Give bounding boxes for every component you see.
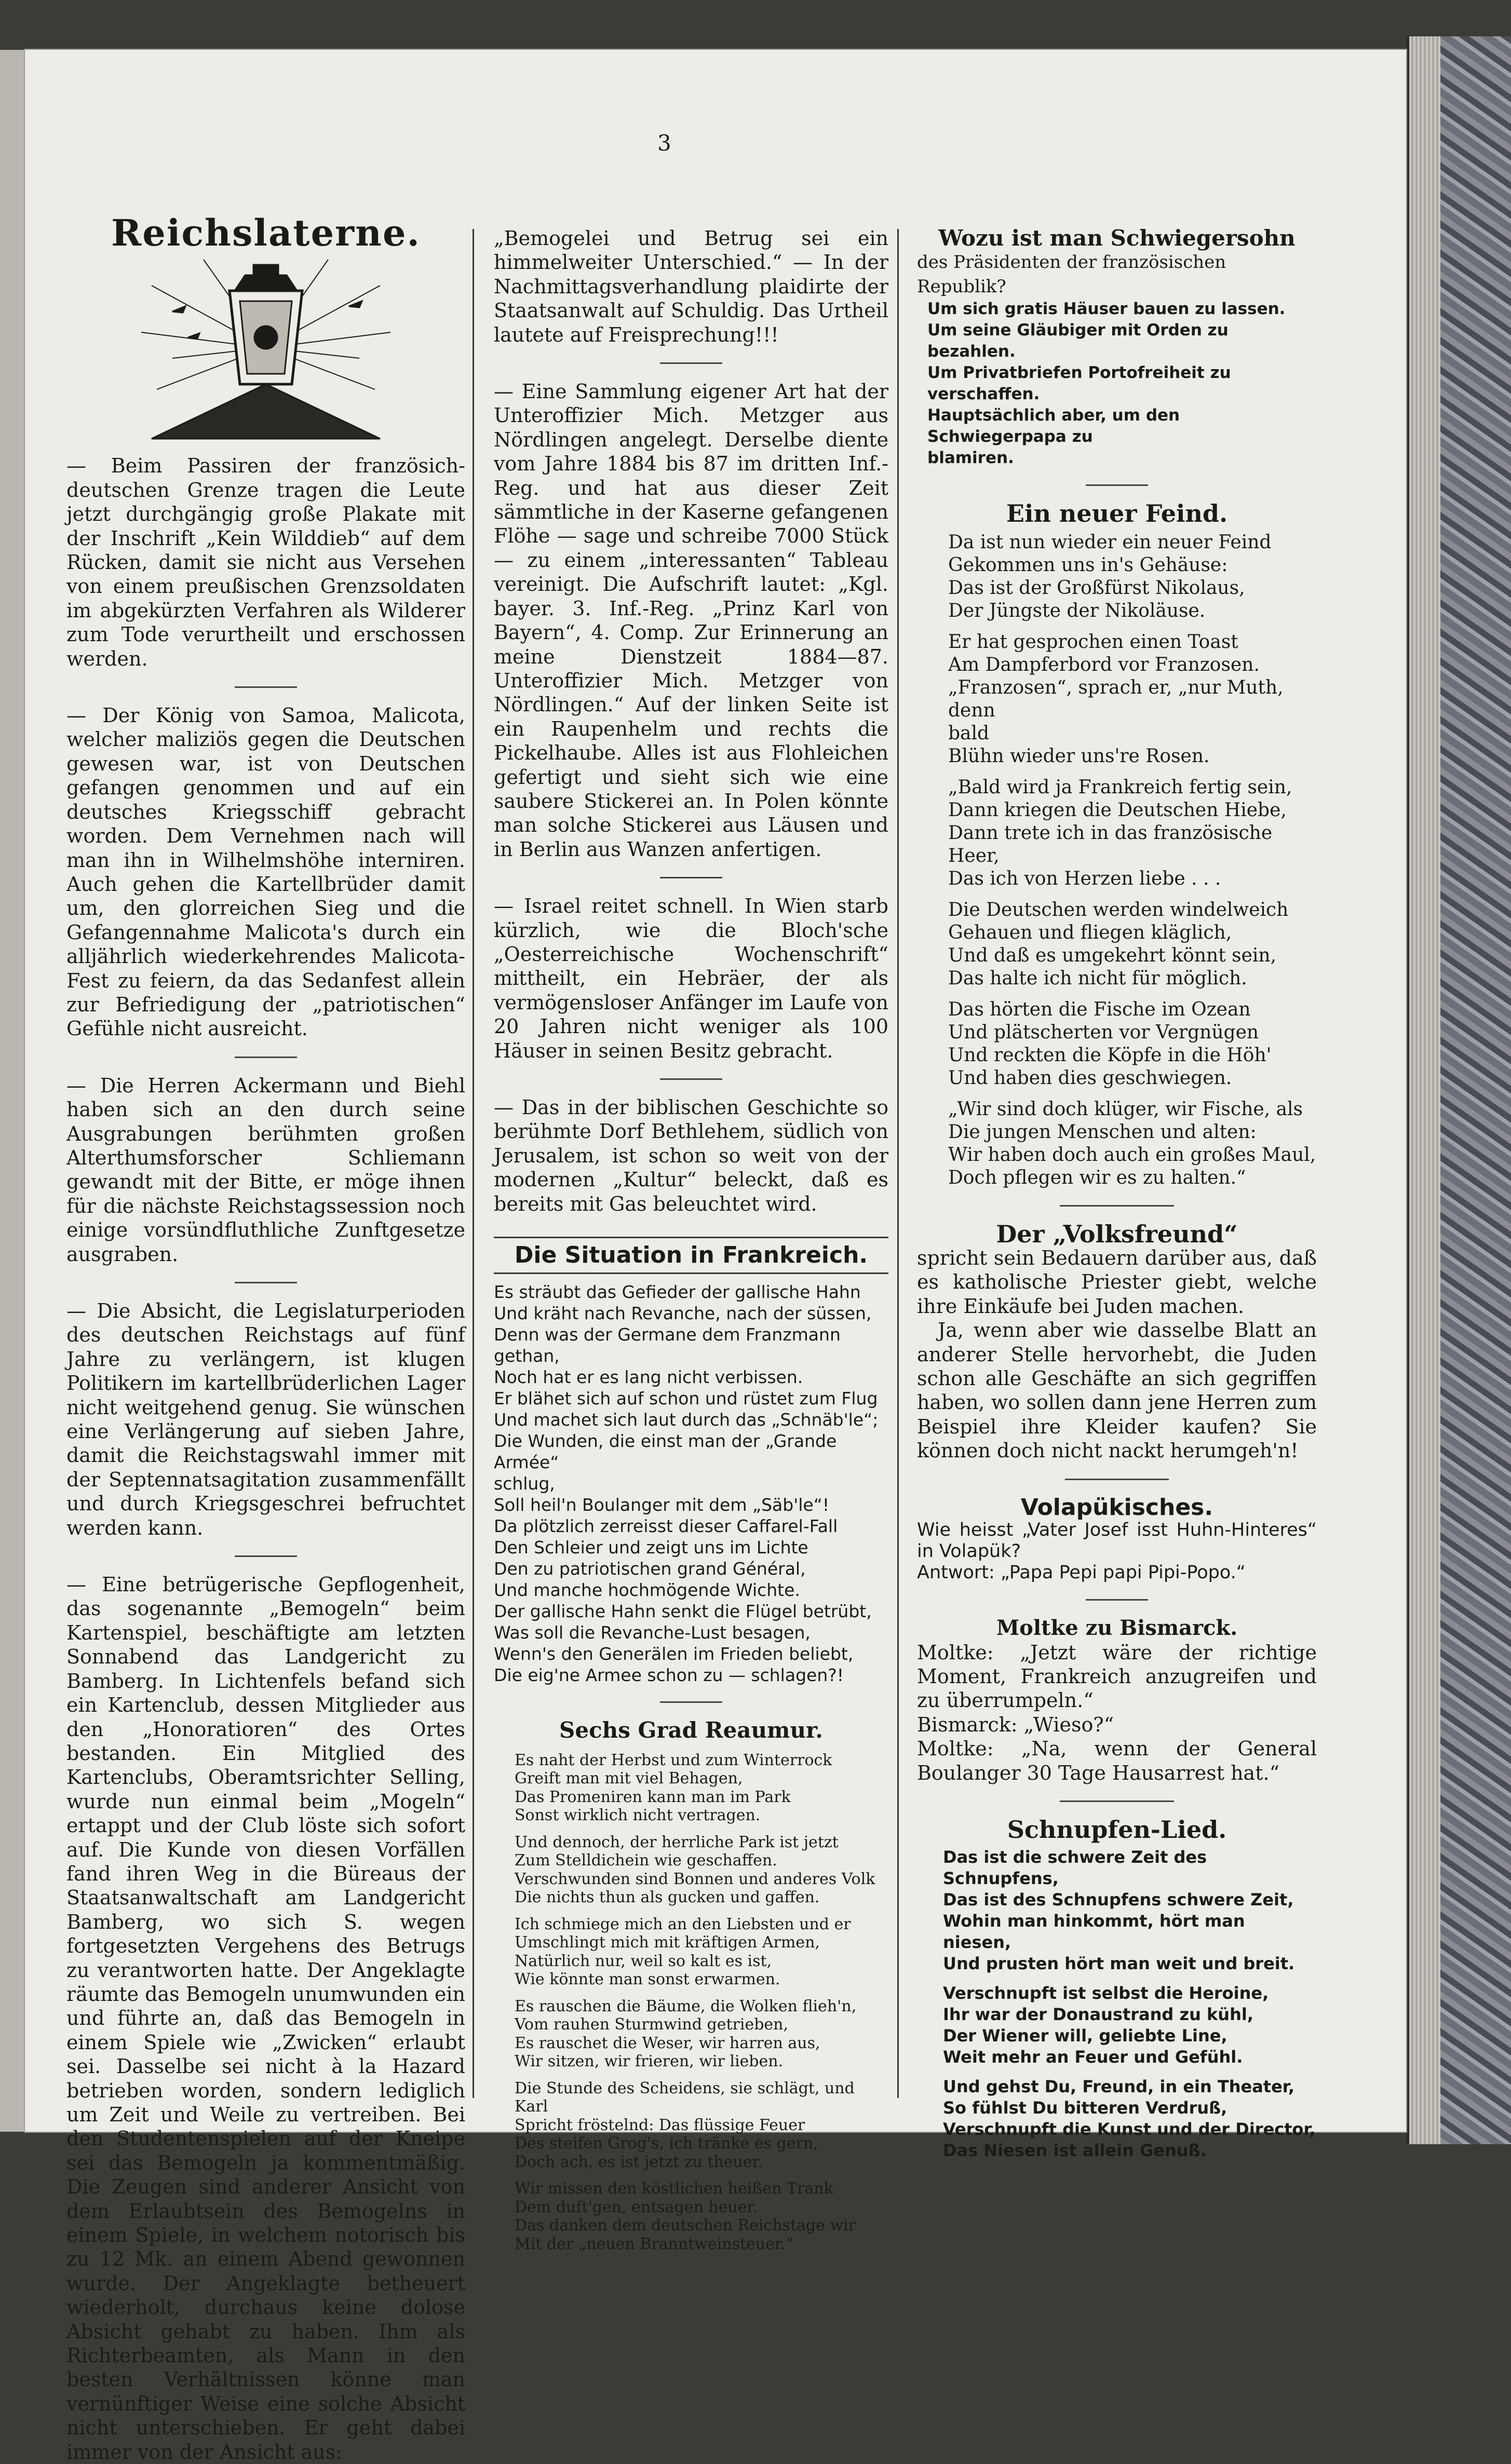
poem-line: Verschnupft die Kunst und der Director, — [943, 2119, 1316, 2140]
poem-line — [515, 1825, 888, 1833]
poem-line: Spricht fröstelnd: Das flüssige Feuer — [515, 2116, 805, 2134]
poem-line: „Wir sind doch klüger, wir Fische, als — [948, 1098, 1303, 1120]
poem-line: Die jungen Menschen und alten: — [948, 1121, 1257, 1143]
c1-para-1: — Beim Passiren der französich-deutschen Grenze tragen die Leute jetzt durchgängig große Plakate mit der Inschrift „Kein Wilddieb“ auf dem Rücken, damit sie nicht aus Versehen von einem preußischen Grenzsoldaten im abgekürzten Verfahren als Wilderer zum Tode verurtheilt und erschossen werden. — [66, 454, 465, 670]
poem-line: Der gallische Hahn senkt die Flügel betrübt, — [494, 1601, 872, 1622]
poem-line: Das ist des Schnupfens schwere Zeit, — [943, 1890, 1294, 1910]
list-line: Um sich gratis Häuser bauen zu lassen. — [927, 300, 1286, 319]
newspaper-page — [25, 50, 1406, 2463]
poem-line: Ich schmiege mich an den Liebsten und er — [515, 1915, 851, 1933]
moltke-title: Moltke zu Bismarck. — [996, 1616, 1238, 1641]
volksfreund-title: Der „Volksfreund“ — [996, 1220, 1238, 1248]
poem-line: Das ist der Großfürst Nikolaus, — [948, 577, 1245, 599]
separator — [660, 362, 722, 364]
poem-line: Wir haben doch auch ein großes Maul, — [948, 1144, 1316, 1166]
poem-line: Wohin man hinkommt, hört man niesen, — [943, 1911, 1245, 1953]
column-divider-right — [897, 229, 899, 2098]
poem-line: Der Wiener will, geliebte Line, — [943, 2026, 1227, 2046]
poem-line: Das danken dem deutschen Reichstage wir — [515, 2216, 856, 2235]
poem-line: Das ist die schwere Zeit des Schnupfens, — [943, 1847, 1207, 1889]
separator — [235, 1057, 297, 1058]
poem-line: Noch hat er es lang nicht verbissen. — [494, 1367, 803, 1388]
poem-line: Mit der „neuen Branntweinsteuer.“ — [515, 2235, 793, 2253]
poem-line: Es sträubt das Gefieder der gallische Hahn — [494, 1282, 861, 1303]
poem-line: schlug, — [494, 1473, 555, 1494]
poem-line: Weit mehr an Feuer und Gefühl. — [943, 2047, 1243, 2067]
poem-line: Da ist nun wieder ein neuer Feind — [948, 531, 1272, 553]
poem-line: Und daß es umgekehrt könnt sein, — [948, 944, 1277, 966]
poem-line: Es rauschet die Weser, wir harren aus, — [515, 2034, 820, 2052]
c1-para-5: — Eine betrügerische Gepflogenheit, das sogenannte „Bemogeln“ beim Kartenspiel, beschäftigte am letzten Sonnabend das Landgericht zu Bamberg. In Lichtenfels befand sich ein Kartenclub, dessen Mitglieder aus den „Honoratioren“ des Ortes bestanden. Ein Mitglied des Kartenclubs, Oberamtsrichter Selling, wurde nun einmal beim „Mogeln“ ertappt und der Club löste sich sofort auf. Die Kunde von diesen Vorfällen fand ihren Weg in die Büreaus der Staatsanwaltschaft am Landgericht Bamberg, wo sich S. wegen fortgesetzten Vergehens des Betrugs zu verantworten hatte. Der Angeklagte räumte das Bemogeln unumwunden ein und führte an, daß das Bemogeln in einem Spiele wie „Zwicken“ erlaubt sei. Dasselbe sei nicht à la Hazard betrieben worden, sondern lediglich um Zeit und Weile zu vertreiben. Bei den Studentenspielen auf der Kneipe sei das Bemogeln ja kommentmäßig. Die Zeugen sind anderer Ansicht von dem Erlaubtsein des Bemogelns in einem Spiele, in welchem notorisch bis zu 12 Mk. an einem Abend gewonnen wurde. Der Angeklagte betheuert wiederholt, durchaus keine dolose Absicht gehabt zu haben. Ihm als Richterbeamten, als Mann in den besten Verhältnissen könne man vernünftiger Weise eine solche Absicht nicht unterschieben. Er geht dabei immer von der Ansicht aus: — [66, 1573, 465, 2463]
list-line: Um seine Gläubiger mit Orden zu bezahlen. — [927, 321, 1229, 361]
section-rule — [494, 1237, 888, 1238]
schwieger-list — [917, 299, 1317, 469]
poem-line: Doch pflegen wir es zu halten.“ — [948, 1167, 1246, 1188]
poem-line: Soll heil'n Boulanger mit dem „Säb'le“! — [494, 1495, 830, 1515]
poem-line: Wir missen den köstlichen heißen Trank — [515, 2179, 833, 2198]
c1-para-2: — Der König von Samoa, Malicota, welcher maliziös gegen die Deutschen gewesen war, ist von Deutschen gefangen genommen und auf ein deutsches Kriegsschiff gebracht worden. Dem Vernehmen nach will man ihn in Wilhelmshöhe interniren. Auch gehen die Kartellbrüder damit um, den glorreichen Sieg und die Gefangennahme Malicota's durch ein alljährlich wiederkehrendes Malicota-Fest zu feiern, da das Sedanfest allein zur Befriedigung der „patriotischen“ Gefühle nicht ausreicht. — [66, 704, 465, 1040]
volapuek-answer: Antwort: „Papa Pepi papi Pipi-Popo.“ — [917, 1562, 1246, 1583]
feind-title: Ein neuer Feind. — [1006, 499, 1228, 528]
separator — [235, 1282, 297, 1283]
poem-line: Das Niesen ist allein Genuß. — [943, 2141, 1207, 2161]
volksfreund-text-2: Ja, wenn aber wie dasselbe Blatt an anderer Stelle hervorhebt, die Juden schon alle Geschäfte an sich gegriffen haben, wo sollen dann jene Herren zum Beispiel ihre Kleider kaufen? Sie können doch nicht nackt herumgeh'n! — [917, 1319, 1317, 1463]
poem-line: Sonst wirklich nicht vertragen. — [515, 1806, 761, 1825]
separator — [235, 686, 297, 688]
poem-line: Und reckten die Köpfe in die Höh' — [948, 1044, 1272, 1066]
poem-line: Es naht der Herbst und zum Winterrock — [515, 1751, 832, 1769]
list-line: Hauptsächlich aber, um den Schwiegerpapa zu — [927, 406, 1180, 446]
list-line: Um Privatbriefen Portofreiheit zu verschaffen. — [927, 363, 1231, 404]
poem-line: Greift man mit viel Behagen, — [515, 1769, 743, 1788]
separator — [660, 1701, 722, 1703]
poem-line: Die Wunden, die einst man der „Grande Armée“ — [494, 1431, 837, 1473]
c1-para-3: — Die Herren Ackermann und Biehl haben sich an den durch seine Ausgrabungen berühmten großen Alterthumsforscher Schliemann gewandt mit der Bitte, er möge ihnen für die nächste Reichstagssession noch einige vorsündfluthliche Zunftgesetze ausgraben. — [66, 1074, 465, 1266]
feind-poem — [917, 531, 1317, 1189]
poem-line: Die Stunde des Scheidens, sie schlägt, und Karl — [515, 2079, 855, 2116]
c2-para-4: — Das in der biblischen Geschichte so berühmte Dorf Bethlehem, südlich von Jerusalem, ist schon so weit von der modernen „Kultur“ beleckt, daß es bereits mit Gas beleuchtet wird. — [494, 1096, 888, 1215]
page-number: 3 — [657, 130, 671, 156]
reaumur-poem — [494, 1751, 888, 2254]
poem-line: Und machet sich laut durch das „Schnäb'le“; — [494, 1410, 879, 1430]
poem-line: Natürlich nur, weil so kalt es ist, — [515, 1952, 772, 1970]
poem-line — [515, 2071, 888, 2079]
poem-line — [948, 622, 1317, 631]
situation-poem — [494, 1281, 888, 1686]
reichslaterne-title: Reichslaterne. — [111, 211, 421, 254]
poem-line: Das halte ich nicht für möglich. — [948, 967, 1247, 989]
poem-line — [948, 990, 1317, 998]
poem-line: Und gehst Du, Freund, in ein Theater, — [943, 2077, 1295, 2097]
poem-line: Der Jüngste der Nikoläuse. — [948, 600, 1206, 621]
c2-para-2: — Eine Sammlung eigener Art hat der Unteroffizier Mich. Metzger aus Nördlingen angelegt. Derselbe diente vom Jahre 1884 bis 87 im dritten Inf.-Reg. und hat aus dieser Zeit sämmtliche in der Kaserne gefangenen Flöhe — sage und schreibe 7000 Stück — zu einem „interessanten“ Tableau vereinigt. Die Aufschrift lautet: „Kgl. bayer. 3. Inf.-Reg. „Prinz Karl von Bayern“, 4. Comp. Zur Erinnerung an meine Dienstzeit 1884—87. Unteroffizier Mich. Metzger von Nördlingen.“ Auf der linken Seite ist ein Raupenhelm und rechts die Pickelhaube. Alles ist aus Flohleichen gefertigt und sieht sich wie eine saubere Stickerei an. In Polen könnte man solche Stickerei aus Läusen und in Berlin aus Wanzen anfertigen. — [494, 380, 888, 861]
poem-line: Dann trete ich in das französische Heer, — [948, 822, 1273, 867]
poem-line: Die nichts thun als gucken und gaffen. — [515, 1888, 820, 1907]
column-1 — [66, 211, 465, 2464]
poem-line: Es rauschen die Bäume, die Wolken flieh'n, — [515, 1997, 857, 2015]
poem-line: Vom rauhen Sturmwind getrieben, — [515, 2015, 789, 2034]
schwieger-title: Wozu ist man Schwiegersohn — [938, 225, 1296, 251]
poem-line: Und prusten hört man weit und breit. — [943, 1954, 1295, 1974]
poem-line: Denn was der Germane dem Franzmann gethan, — [494, 1324, 841, 1366]
lantern-illustration — [141, 254, 390, 441]
volapuek-title: Volapükisches. — [1020, 1494, 1213, 1521]
poem-line: Das ich von Herzen liebe . . . — [948, 868, 1221, 889]
poem-line: Das Promeniren kann man im Park — [515, 1788, 791, 1806]
column-divider-left — [473, 229, 474, 2098]
separator — [1086, 484, 1148, 486]
poem-line: Und manche hochmögende Wichte. — [494, 1580, 800, 1601]
poem-line: Blühn wieder uns're Rosen. — [948, 745, 1210, 767]
separator — [1060, 1205, 1174, 1207]
poem-line — [948, 1090, 1317, 1098]
poem-line: Da plötzlich zerreisst dieser Caffarel-Fall — [494, 1516, 838, 1537]
poem-line: Ihr war der Donaustrand zu kühl, — [943, 2005, 1253, 2025]
moltke-line-2: Bismarck: „Wieso?“ — [917, 1713, 1114, 1736]
poem-line — [515, 1907, 888, 1915]
column-3 — [917, 226, 1317, 2161]
separator — [1060, 1800, 1174, 1802]
poem-line: Und kräht nach Revanche, nach der süssen, — [494, 1303, 872, 1324]
poem-line: Umschlingt mich mit kräftigen Armen, — [515, 1933, 820, 1952]
poem-line: Dem duft'gen, entsagen heuer. — [515, 2198, 758, 2216]
separator — [1065, 1479, 1169, 1480]
separator — [660, 1078, 722, 1080]
situation-title: Die Situation in Frankreich. — [514, 1242, 868, 1269]
poem-line: Den zu patriotischen grand Général, — [494, 1559, 806, 1579]
poem-line: Des steifen Grog's, ich tränke es gern, — [515, 2134, 818, 2153]
poem-line: Zum Stelldichein wie geschaffen. — [515, 1851, 777, 1870]
poem-line: Er hat gesprochen einen Toast — [948, 631, 1238, 653]
marbled-book-edge — [1406, 36, 1511, 2144]
poem-line: „Bald wird ja Frankreich fertig sein, — [948, 776, 1292, 798]
moltke-line-3: Moltke: „Na, wenn der General Boulanger 30 Tage Hausarrest hat.“ — [917, 1737, 1317, 1784]
poem-line: Wie könnte man sonst erwarmen. — [515, 1970, 780, 1989]
poem-line — [943, 1974, 1317, 1983]
poem-line: Den Schleier und zeigt uns im Lichte — [494, 1537, 808, 1558]
poem-line: Was soll die Revanche-Lust besagen, — [494, 1622, 811, 1643]
section-rule — [494, 1272, 888, 1274]
c1-para-4: — Die Absicht, die Legislaturperioden des deutschen Reichstags auf fünf Jahre zu verlängern, ist klugen Politikern im kartellbrüderlichen Lager nicht weitgehend genug. Sie wünschen eine Verlängerung auf sieben Jahre, damit die Reichstagswahl immer mit der Septennatsagitation zusammenfällt und durch Kriegsgeschrei befruchtet werden kann. — [66, 1299, 465, 1539]
poem-line: Wir sitzen, wir frieren, wir lieben. — [515, 2052, 784, 2071]
moltke-line-1: Moltke: „Jetzt wäre der richtige Moment, Frankreich anzugreifen und zu überrumpeln.“ — [917, 1641, 1317, 1712]
poem-line — [515, 1989, 888, 1997]
list-line: blamiren. — [927, 449, 1014, 468]
poem-line: Gehauen und fliegen kläglich, — [948, 922, 1232, 943]
schnupfen-title: Schnupfen-Lied. — [1007, 1815, 1227, 1844]
book-spine — [0, 50, 26, 2132]
schnupfen-poem — [917, 1847, 1317, 2161]
separator — [1086, 1599, 1148, 1601]
column-2 — [494, 226, 888, 2253]
poem-line — [515, 2171, 888, 2179]
poem-line — [948, 768, 1317, 776]
poem-line: Doch ach, es ist jetzt zu theuer. — [515, 2152, 763, 2171]
poem-line: Und haben dies geschwiegen. — [948, 1067, 1232, 1089]
poem-line — [943, 2068, 1317, 2076]
poem-line: Wenn's den Generälen im Frieden beliebt, — [494, 1644, 854, 1664]
poem-line: Und plätscherten vor Vergnügen — [948, 1021, 1259, 1043]
c2-para-1: „Bemogelei und Betrug sei ein himmelweiter Unterschied.“ — In der Nachmittagsverhandlung plaidirte der Staatsanwalt auf Schuldig. Das Urtheil lautete auf Freisprechung!!! — [494, 227, 888, 346]
poem-line: Die eig'ne Armee schon zu — schlagen?! — [494, 1665, 844, 1686]
poem-line: Gekommen uns in's Gehäuse: — [948, 554, 1228, 576]
c2-para-3: — Israel reitet schnell. In Wien starb kürzlich, wie die Bloch'sche „Oesterreichische Wochenschrift“ mittheilt, ein Hebräer, der als vermögensloser Anfänger im Laufe von 20 Jahren nicht weniger als 100 Häuser in seinen Besitz gebracht. — [494, 895, 888, 1062]
poem-line: Und dennoch, der herrliche Park ist jetzt — [515, 1833, 839, 1851]
poem-line: Die Deutschen werden windelweich — [948, 899, 1289, 920]
volapuek-question: Wie heisst „Vater Josef isst Huhn-Hinteres“ in Volapük? — [917, 1520, 1317, 1562]
reaumur-title: Sechs Grad Reaumur. — [559, 1717, 823, 1743]
poem-line: So fühlst Du bitteren Verdruß, — [943, 2098, 1227, 2118]
schwieger-subtitle: des Präsidenten der französischen Republik? — [917, 252, 1226, 297]
poem-line: Am Dampferbord vor Franzosen. — [948, 654, 1260, 675]
poem-line: Er blähet sich auf schon und rüstet zum Flug — [494, 1388, 878, 1409]
volksfreund-text: spricht sein Bedauern darüber aus, daß es katholische Priester giebt, welche ihre Einkäufe bei Juden machen. — [917, 1247, 1317, 1318]
poem-line: Verschnupft ist selbst die Heroine, — [943, 1983, 1269, 2003]
poem-line: bald — [948, 722, 990, 744]
poem-line: Dann kriegen die Deutschen Hiebe, — [948, 799, 1287, 821]
poem-line: Verschwunden sind Bonnen und anderes Volk — [515, 1870, 875, 1888]
poem-line: „Franzosen“, sprach er, „nur Muth, denn — [948, 676, 1284, 721]
poem-line: Das hörten die Fische im Ozean — [948, 998, 1251, 1020]
separator — [235, 1555, 297, 1557]
poem-line — [948, 890, 1317, 899]
separator — [660, 877, 722, 878]
